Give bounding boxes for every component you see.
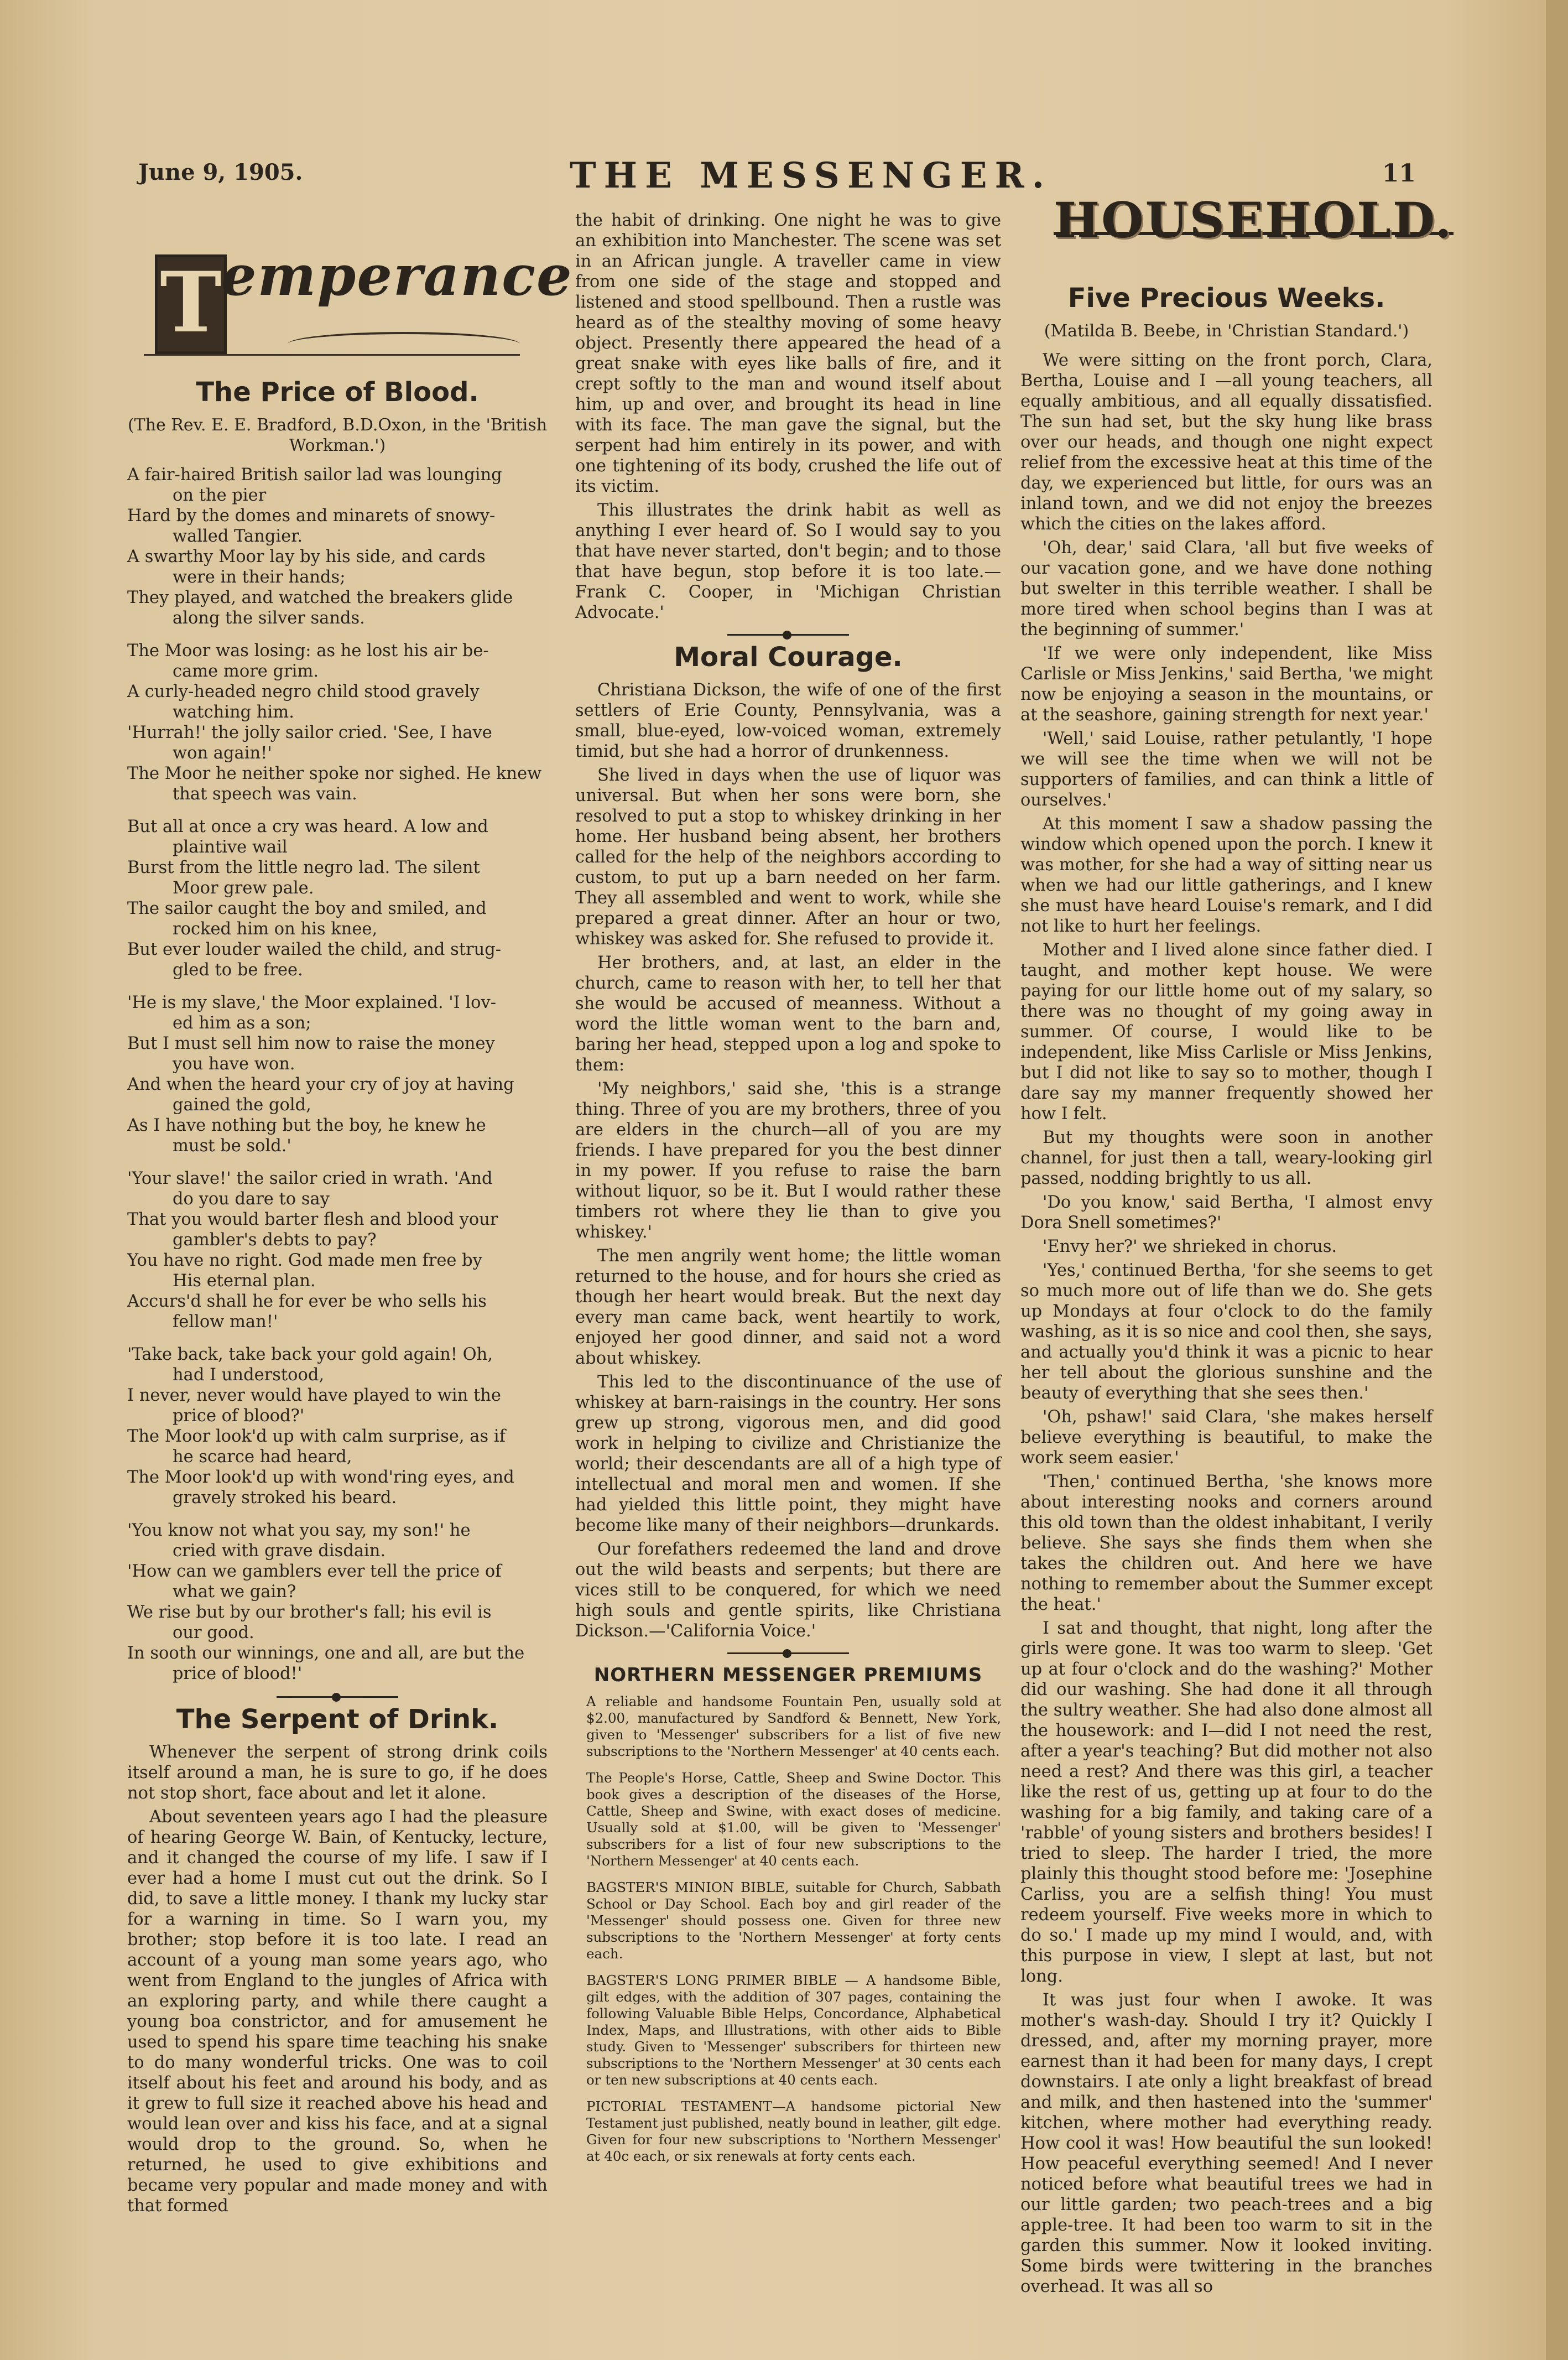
temperance-banner bbox=[127, 210, 573, 371]
article-paragraph: 'Do you know,' said Bertha, 'I almost envy Dora Snell sometimes?' bbox=[1020, 1193, 1432, 1233]
poem-line: We rise but by our brother's fall; his evil is bbox=[127, 1603, 492, 1622]
poem-line-continuation: gained the gold, bbox=[173, 1095, 311, 1115]
article-paragraph: Whenever the serpent of strong drink coils itself around a man, he is sure to go, if he does not stop short, face about and let it alone. bbox=[127, 1743, 548, 1803]
poem-stanza bbox=[127, 1168, 548, 1332]
article-paragraph: This illustrates the drink habit as well as anything I ever heard of. So I would say to you that have never started, don't begin; and to those that have begun, stop before it is too late.—Frank C. Cooper, in 'Michigan Christian Advocate.' bbox=[575, 501, 1001, 622]
poem-line-continuation: gled to be free. bbox=[173, 960, 303, 980]
article-paragraph: 'Envy her?' we shrieked in chorus. bbox=[1043, 1237, 1337, 1256]
section-divider bbox=[727, 634, 849, 636]
poem-stanza bbox=[127, 641, 548, 804]
poem-stanza bbox=[127, 817, 548, 980]
poem-line-continuation: walled Tangier. bbox=[173, 527, 303, 546]
poem-line: Hard by the domes and minarets of snowy- bbox=[127, 506, 496, 526]
article-paragraph: We were sitting on the front porch, Clara, Bertha, Louise and I —all young teachers, all equally ambitious, and all equally dissatisfied. The sun had set, but the sky hung like brass over our heads, and though one night expect relief from the excessive heat at this time of the day, we experienced but little, for ours was an inland town, and we did not enjoy the breezes which the cities on the lakes afford. bbox=[1020, 351, 1432, 534]
poem-line: The Moor was losing: as he lost his air be- bbox=[127, 641, 489, 661]
poem-line-continuation: that speech was vain. bbox=[173, 784, 357, 804]
article-paragraph: 'Oh, pshaw!' said Clara, 'she makes herself believe everything is beautiful, to make the work seem easier.' bbox=[1020, 1407, 1432, 1468]
poem-line: Burst from the little negro lad. The silent bbox=[127, 858, 480, 877]
poem-line-continuation: gambler's debts to pay? bbox=[173, 1230, 377, 1250]
article-byline-price-of-blood: (The Rev. E. E. Bradford, B.D.Oxon, in the 'British Workman.') bbox=[127, 415, 548, 455]
poem-line: Accurs'd shall he for ever be who sells his bbox=[127, 1292, 487, 1311]
page-number: 11 bbox=[1382, 159, 1416, 188]
poem-line: The Moor he neither spoke nor sighed. He knew bbox=[127, 764, 542, 783]
poem-line: You have no right. God made men free by bbox=[127, 1251, 482, 1270]
poem-line-continuation: came more grim. bbox=[173, 662, 319, 681]
column-right bbox=[1020, 191, 1454, 2300]
poem-line: They played, and watched the breakers glide bbox=[127, 588, 513, 607]
poem-line-continuation: do you dare to say bbox=[173, 1189, 330, 1209]
poem-stanza bbox=[127, 1520, 548, 1684]
temperance-initial-letter: T bbox=[155, 254, 227, 354]
column-middle bbox=[575, 210, 1001, 2175]
poem-line-continuation: were in their hands; bbox=[173, 568, 346, 587]
article-paragraph: I sat and thought, that night, long after the girls were gone. It was too warm to sleep. 'Get up at four o'clock and do the washing?' Mother did our washing. She had done it all through the sultry weather. She had also done almost all the housework: and I—did I not need the rest, after a year's teaching? But did mother not also need a rest? And there was this girl, a teacher like the rest of us, getting up at four to do the washing for a big family, and taking care of a 'rabble' of young sisters and brothers besides! I tried to sleep. The harder I tried, the more plainly this thought stood before me: 'Josephine Carliss, you are a selfish thing! You must redeem yourself. Five weeks more in which to do so.' I made up my mind I would, and, with this purpose in view, I slept at last, but not long. bbox=[1020, 1619, 1432, 1986]
poem-line: 'How can we gamblers ever tell the price of bbox=[127, 1562, 502, 1581]
poem-stanza bbox=[127, 992, 548, 1156]
poem-price-of-blood bbox=[127, 465, 548, 1684]
poem-line-continuation: our good. bbox=[173, 1623, 254, 1642]
poem-line: The Moor look'd up with calm surprise, as if bbox=[127, 1427, 506, 1446]
article-paragraph: About seventeen years ago I had the pleasure of hearing George W. Bain, of Kentucky, lecture, and it changed the course of my life. I saw if I ever had a home I must cut out the drink. So I did, to save a little money. I thank my lucky star for a warning in time. So I warn you, my brother; stop before it is too late. I read an account of a young man some years ago, who went from England to the jungles of Africa with an exploring party, and while there caught a young boa constrictor, and for amusement he used to spend his spare time teaching his snake to do many wonderful tricks. One was to coil itself about his feet and around his body, and as it grew to full size it reached above his head and would lean over and kiss his face, and at a signal would drop to the ground. So, when he returned, he used to give exhibitions and became very popular and made money and with that formed bbox=[127, 1807, 548, 2216]
poem-line-continuation: His eternal plan. bbox=[173, 1271, 316, 1291]
article-paragraph: Mother and I lived alone since father died. I taught, and mother kept house. We were paying for our little home out of my salary, so there was no thought of my going away in summer. Of course, I would like to be independent, like Miss Carlisle or Miss Jenkins, but I did not like to say so to mother, though I dare say my manner frequently showed her how I felt. bbox=[1020, 940, 1432, 1124]
poem-line-continuation: you have won. bbox=[173, 1054, 295, 1074]
poem-line-continuation: fellow man!' bbox=[173, 1312, 278, 1332]
article-title-serpent-of-drink: The Serpent of Drink. bbox=[176, 1704, 499, 1735]
temperance-banner-frame bbox=[144, 216, 573, 356]
poem-line: 'He is my slave,' the Moor explained. 'I lov- bbox=[127, 993, 497, 1012]
premiums-heading: NORTHERN MESSENGER PREMIUMS bbox=[593, 1664, 983, 1686]
poem-line: That you would barter flesh and blood your bbox=[127, 1210, 498, 1229]
poem-line-continuation: plaintive wail bbox=[173, 838, 288, 857]
masthead-title: THE MESSENGER. bbox=[570, 155, 1052, 196]
article-paragraph: The men angrily went home; the little woman returned to the house, and for hours she cried as though her heart would break. But the next day every man came back, went heartily to work, enjoyed her good dinner, and said not a word about whiskey. bbox=[575, 1246, 1001, 1368]
premium-item: A reliable and handsome Fountain Pen, usually sold at $2.00, manufactured by Sandford & Bennett, New York, given to 'Messenger' subscribers for a list of five new subscriptions to the 'Northern Messenger' at 40 cents each. bbox=[586, 1693, 1001, 1759]
article-paragraph: 'Well,' said Louise, rather petulantly, 'I hope we will see the time when we will not be supporters of families, and can think a little of ourselves.' bbox=[1020, 729, 1432, 810]
household-heading: HOUSEHOLD. bbox=[1054, 191, 1454, 249]
article-paragraph: 'Yes,' continued Bertha, 'for she seems to get so much more out of life than we do. She gets up Mondays at four o'clock to do the family washing, as it is so nice and cool then, she says, and actually you'd think it was a picnic to hear her tell about the glorious sunshine and the beauty of everything that she sees then.' bbox=[1020, 1261, 1432, 1403]
article-paragraph: But my thoughts were soon in another channel, for just then a tall, weary-looking girl passed, nodding brightly to us all. bbox=[1020, 1128, 1432, 1188]
poem-line-continuation: must be sold.' bbox=[173, 1136, 291, 1156]
household-banner bbox=[1020, 191, 1454, 277]
article-paragraph: 'If we were only independent, like Miss Carlisle or Miss Jenkins,' said Bertha, 'we might now be enjoying a season in the mountains, or at the seashore, gaining strength for next year.' bbox=[1020, 644, 1432, 725]
poem-line: But ever louder wailed the child, and strug- bbox=[127, 940, 502, 959]
section-divider bbox=[277, 1696, 398, 1698]
poem-stanza bbox=[127, 1344, 548, 1508]
poem-line-continuation: cried with grave disdain. bbox=[173, 1541, 386, 1561]
poem-line: And when the heard your cry of joy at having bbox=[127, 1075, 514, 1094]
article-paragraph: 'Oh, dear,' said Clara, 'all but five weeks of our vacation gone, and we have done nothing but swelter in this terrible weather. I shall be more tired when school begins than I was at the beginning of summer.' bbox=[1020, 538, 1432, 640]
temperance-word: emperance bbox=[221, 243, 573, 308]
article-paragraph: It was just four when I awoke. It was mother's wash-day. Should I try it? Quickly I dressed, and, after my morning prayer, more earnest than it had been for many days, I crept downstairs. I ate only a light breakfast of bread and milk, and then hastened into the 'summer' kitchen, where mother had everything ready. How cool it was! How beautiful the sun looked! How peaceful everything seemed! And I never noticed before what beautiful trees we had in our little garden; two peach-trees and a big apple-tree. It had been too warm to sit in the garden this summer. Now it looked inviting. Some birds were twittering in the branches overhead. It was all so bbox=[1020, 1990, 1432, 2296]
poem-line: 'Take back, take back your gold again! Oh, bbox=[127, 1345, 493, 1364]
poem-line-continuation: rocked him on his knee, bbox=[173, 919, 378, 939]
poem-line: But all at once a cry was heard. A low and bbox=[127, 817, 488, 836]
article-paragraph: At this moment I saw a shadow passing the window which opened upon the porch. I knew it was mother, for she had a way of sitting near us when we had our little gatherings, and I knew she must have heard Louise's remark, and I did not like to hurt her feelings. bbox=[1020, 814, 1432, 936]
poem-line: 'You know not what you say, my son!' he bbox=[127, 1521, 471, 1540]
article-paragraph: Her brothers, and, at last, an elder in the church, came to reason with her, to tell her that she would be accused of meanness. Without a word the little woman went to the barn and, baring her head, stepped upon a log and spoke to them: bbox=[575, 953, 1001, 1075]
article-paragraph: the habit of drinking. One night he was to give an exhibition into Manchester. The scene was set in an African jungle. A traveller came in view from one side of the stage and stopped and listened and stood spellbound. Then a rustle was heard as of the stealthy moving of some heavy object. Presently there appeared the head of a great snake with eyes like balls of fire, and it crept softly to the man and wound itself about him, up and over, and brought its head in line with its face. The man gave the signal, but the serpent had him entirely in its power, and with one tightening of its body, crushed the life out of its victim. bbox=[575, 211, 1001, 496]
article-paragraph: Our forefathers redeemed the land and drove out the wild beasts and serpents; but there are vices still to be conquered, for which we need high souls and gentle spirits, like Christiana Dickson.—'California Voice.' bbox=[575, 1540, 1001, 1641]
poem-line-continuation: along the silver sands. bbox=[173, 609, 365, 628]
poem-line: As I have nothing but the boy, he knew he bbox=[127, 1116, 486, 1135]
section-divider bbox=[727, 1652, 849, 1654]
poem-line: I never, never would have played to win the bbox=[127, 1386, 501, 1405]
poem-line: 'Your slave!' the sailor cried in wrath. 'And bbox=[127, 1169, 493, 1188]
article-paragraph: 'My neighbors,' said she, 'this is a strange thing. Three of you are my brothers, three of you are elders in the church—all of you are my friends. I have prepared for you the best dinner in my power. If you refuse to raise the barn without liquor, so be it. But I would rather these timbers rot where they lie than to give you whiskey.' bbox=[575, 1079, 1001, 1242]
article-paragraph: She lived in days when the use of liquor was universal. But when her sons were born, she resolved to put a stop to whiskey drinking in her home. Her husband being absent, her brothers called for the help of the neighbors according to custom, to put up a barn needed on her farm. They all assembled and went to work, while she prepared a great dinner. After an hour or two, whiskey was asked for. She refused to provide it. bbox=[575, 766, 1001, 949]
article-title-moral-courage: Moral Courage. bbox=[674, 642, 903, 673]
poem-line-continuation: had I understood, bbox=[173, 1365, 325, 1385]
poem-line-continuation: won again!' bbox=[173, 744, 272, 763]
article-title-price-of-blood: The Price of Blood. bbox=[196, 377, 479, 408]
premium-item: PICTORIAL TESTAMENT—A handsome pictorial New Testament just published, neatly bound in leather, gilt edge. Given for four new subscriptions to 'Northern Messenger' at 40c each, or six renewals at forty cents each. bbox=[586, 2098, 1001, 2164]
page-spine-edge bbox=[1546, 0, 1568, 2360]
poem-line: The sailor caught the boy and smiled, and bbox=[127, 899, 487, 918]
poem-line: 'Hurrah!' the jolly sailor cried. 'See, I have bbox=[127, 723, 492, 742]
poem-line-continuation: on the pier bbox=[173, 486, 267, 505]
column-left bbox=[127, 210, 573, 2219]
article-paragraph: Christiana Dickson, the wife of one of the first settlers of Erie County, Pennsylvania, was a small, blue-eyed, low-voiced woman, extremely timid, but she had a horror of drunkenness. bbox=[575, 680, 1001, 761]
poem-stanza bbox=[127, 465, 548, 628]
poem-line-continuation: he scarce had heard, bbox=[173, 1447, 352, 1467]
poem-line: A swarthy Moor lay by his side, and cards bbox=[127, 547, 486, 566]
poem-line-continuation: gravely stroked his beard. bbox=[173, 1488, 397, 1508]
premium-item: BAGSTER'S MINION BIBLE, suitable for Church, Sabbath School or Day School. Each boy and girl reader of the 'Messenger' should possess one. Given for three new subscriptions to the 'Northern Messenger' at forty cents each. bbox=[586, 1879, 1001, 1962]
poem-line: The Moor look'd up with wond'ring eyes, and bbox=[127, 1468, 514, 1487]
poem-line-continuation: price of blood!' bbox=[173, 1664, 303, 1683]
article-byline-five-precious-weeks: (Matilda B. Beebe, in 'Christian Standard.') bbox=[1044, 321, 1409, 341]
poem-line: A fair-haired British sailor lad was lounging bbox=[127, 465, 502, 485]
premium-item: The People's Horse, Cattle, Sheep and Swine Doctor. This book gives a description of the diseases of the Horse, Cattle, Sheep and Swine, with exact doses of medicine. Usually sold at $1.00, will be given to 'Messenger' subscribers for a list of four new subscriptions to the 'Northern Messenger' at 40 cents each. bbox=[586, 1770, 1001, 1869]
ornament-swirl-icon bbox=[288, 332, 520, 356]
poem-line: But I must sell him now to raise the money bbox=[127, 1034, 495, 1053]
poem-line: A curly-headed negro child stood gravely bbox=[127, 682, 480, 701]
premium-item: BAGSTER'S LONG PRIMER BIBLE — A handsome Bible, gilt edges, with the addition of 307 pages, containing the following Valuable Bible Helps, Concordance, Alphabetical Index, Maps, and Illustrations, with other aids to Bible study. Given to 'Messenger' subscribers for thirteen new subscriptions to the 'Northern Messenger' at 30 cents each or ten new subscriptions at 40 cents each. bbox=[586, 1972, 1001, 2088]
poem-line-continuation: price of blood?' bbox=[173, 1406, 305, 1426]
article-paragraph: This led to the discontinuance of the use of whiskey at barn-raisings in the country. Her sons grew up strong, vigorous men, and did good work in helping to civilize and Christianize the world; their descendants are all of a high type of intellectual and moral men and women. If she had yielded this little point, they might have become like many of their neighbors—drunkards. bbox=[575, 1373, 1001, 1535]
poem-line-continuation: watching him. bbox=[173, 703, 294, 722]
issue-date: June 9, 1905. bbox=[138, 159, 303, 185]
poem-line: In sooth our winnings, one and all, are but the bbox=[127, 1644, 525, 1663]
article-paragraph: 'Then,' continued Bertha, 'she knows more about interesting nooks and corners around this old town than the oldest inhabitant, I verily believe. She says she finds them when she takes the children out. And here we have nothing to remember about the Summer except the heat.' bbox=[1020, 1472, 1432, 1614]
poem-line-continuation: what we gain? bbox=[173, 1582, 296, 1602]
poem-line-continuation: ed him as a son; bbox=[173, 1013, 311, 1033]
article-title-five-precious-weeks: Five Precious Weeks. bbox=[1067, 283, 1385, 314]
poem-line-continuation: Moor grew pale. bbox=[173, 878, 314, 898]
